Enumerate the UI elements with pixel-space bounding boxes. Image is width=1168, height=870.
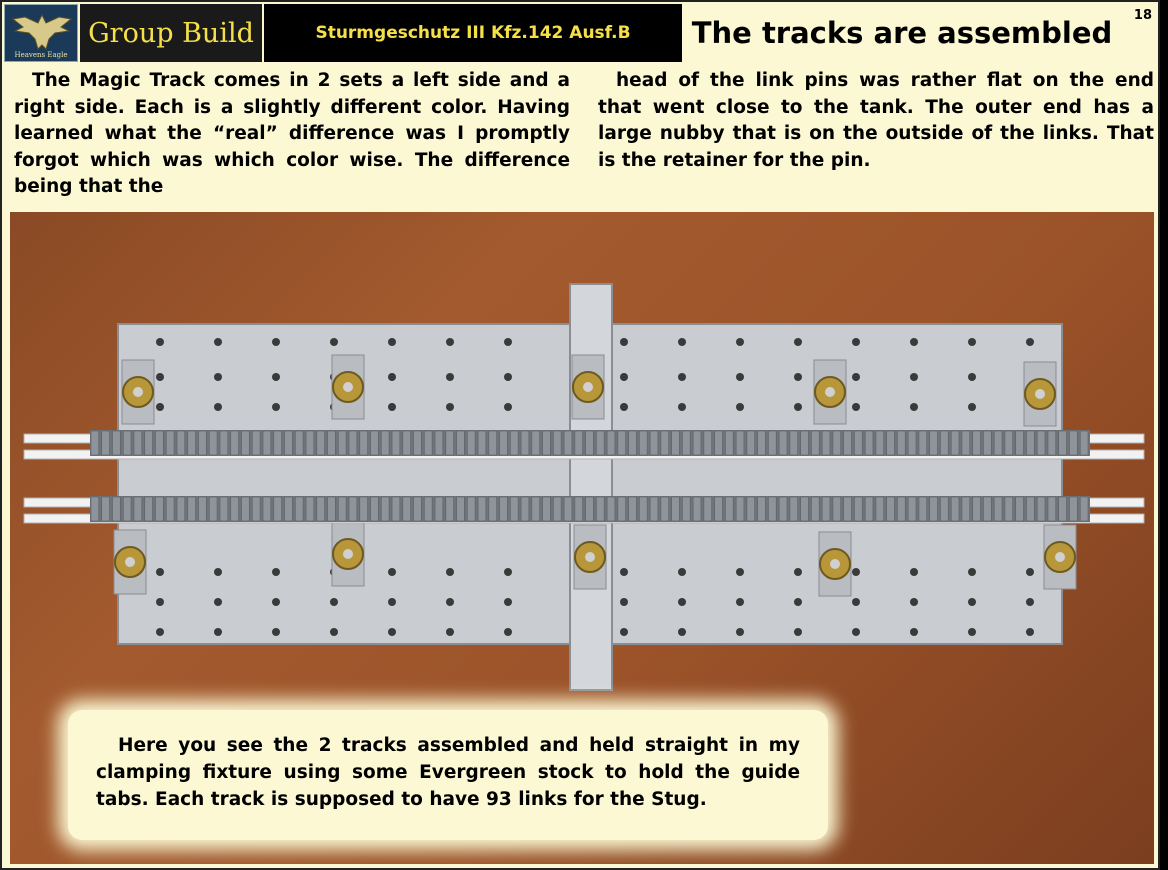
track-link — [564, 431, 572, 455]
track-link — [252, 431, 260, 455]
track-link — [338, 497, 346, 521]
track-link — [521, 431, 529, 455]
fixture-hole — [968, 628, 976, 636]
track-link — [317, 497, 325, 521]
track-link — [962, 431, 970, 455]
track-link — [478, 497, 486, 521]
track-link — [295, 497, 303, 521]
track-link — [790, 431, 798, 455]
fixture-hole — [1026, 338, 1034, 346]
fixture-hole — [388, 598, 396, 606]
track-link — [618, 431, 626, 455]
track-link — [532, 497, 540, 521]
track-link — [629, 431, 637, 455]
track-link — [758, 497, 766, 521]
track-link — [403, 431, 411, 455]
fixture-hole — [620, 338, 628, 346]
fixture-hole — [156, 338, 164, 346]
screw-center — [825, 387, 835, 397]
track-link — [768, 497, 776, 521]
track-link — [661, 431, 669, 455]
fixture-hole — [852, 338, 860, 346]
screw-center — [133, 387, 143, 397]
track-link — [1005, 431, 1013, 455]
track-link — [672, 497, 680, 521]
fixture-hole — [852, 373, 860, 381]
track-link — [403, 497, 411, 521]
track-link — [1037, 431, 1045, 455]
fixture-hole — [504, 628, 512, 636]
fixture-hole — [504, 598, 512, 606]
track-link — [478, 431, 486, 455]
track-link — [682, 497, 690, 521]
track-link — [231, 431, 239, 455]
track-link — [242, 431, 250, 455]
track-link — [306, 431, 314, 455]
track-link — [510, 431, 518, 455]
track-link — [994, 431, 1002, 455]
track-link — [876, 497, 884, 521]
track-link — [575, 497, 583, 521]
track-link — [779, 497, 787, 521]
track-link — [639, 431, 647, 455]
fixture-hole — [620, 628, 628, 636]
track-link — [349, 431, 357, 455]
track-link — [414, 431, 422, 455]
screw-center — [125, 557, 135, 567]
center-guide-bar — [570, 284, 612, 690]
track-link — [360, 431, 368, 455]
track-link — [263, 431, 271, 455]
track-link — [854, 497, 862, 521]
track-link — [790, 497, 798, 521]
track-link — [682, 431, 690, 455]
fixture-hole — [156, 403, 164, 411]
track-link — [715, 497, 723, 521]
track-link — [607, 431, 615, 455]
track-link — [381, 431, 389, 455]
track-link — [188, 431, 196, 455]
track-fixture-photo — [10, 212, 1154, 864]
fixture-hole — [272, 568, 280, 576]
screw-center — [343, 382, 353, 392]
track-link — [274, 431, 282, 455]
track-link — [586, 497, 594, 521]
track-link — [930, 497, 938, 521]
fixture-hole — [852, 403, 860, 411]
track-link — [371, 431, 379, 455]
track-link — [661, 497, 669, 521]
track-link — [91, 497, 99, 521]
track-link — [392, 497, 400, 521]
track-link — [102, 431, 110, 455]
fixture-hole — [214, 403, 222, 411]
track-link — [102, 497, 110, 521]
track-link — [392, 431, 400, 455]
header-bar — [2, 2, 1162, 64]
track-link — [220, 497, 228, 521]
fixture-hole — [446, 628, 454, 636]
track-link — [156, 431, 164, 455]
track-link — [166, 431, 174, 455]
track-link — [123, 497, 131, 521]
fixture-hole — [910, 373, 918, 381]
track-link — [521, 497, 529, 521]
fixture-hole — [214, 373, 222, 381]
track-link — [134, 431, 142, 455]
track-link — [199, 431, 207, 455]
track-link — [983, 431, 991, 455]
fixture-hole — [272, 338, 280, 346]
screw-center — [585, 552, 595, 562]
fixture-hole — [794, 598, 802, 606]
track-link — [973, 431, 981, 455]
track-link — [618, 497, 626, 521]
track-link — [1059, 497, 1067, 521]
track-lower — [90, 496, 1090, 522]
fixture-hole — [620, 568, 628, 576]
fixture-hole — [910, 628, 918, 636]
track-link — [811, 431, 819, 455]
track-link — [177, 497, 185, 521]
fixture-hole — [388, 628, 396, 636]
track-link — [242, 497, 250, 521]
fixture-hole — [736, 338, 744, 346]
fixture-hole — [330, 628, 338, 636]
fixture-hole — [678, 338, 686, 346]
fixture-hole — [794, 568, 802, 576]
track-link — [747, 497, 755, 521]
fixture-hole — [1026, 568, 1034, 576]
track-link — [231, 497, 239, 521]
screw-center — [1035, 389, 1045, 399]
track-link — [887, 431, 895, 455]
track-link — [887, 497, 895, 521]
fixture-hole — [620, 403, 628, 411]
track-link — [693, 431, 701, 455]
track-link — [865, 431, 873, 455]
track-link — [177, 431, 185, 455]
track-link — [360, 497, 368, 521]
track-link — [607, 497, 615, 521]
track-link — [1080, 431, 1088, 455]
track-link — [564, 497, 572, 521]
group-build-label: Group Build — [80, 4, 262, 62]
screw-center — [583, 382, 593, 392]
fixture-hole — [736, 403, 744, 411]
track-link — [844, 497, 852, 521]
eagle-logo — [4, 4, 78, 62]
track-link — [328, 431, 336, 455]
track-link — [1069, 431, 1077, 455]
track-link — [994, 497, 1002, 521]
track-link — [446, 431, 454, 455]
fixture-hole — [736, 568, 744, 576]
fixture-hole — [156, 373, 164, 381]
fixture-hole — [446, 568, 454, 576]
screw-center — [830, 559, 840, 569]
track-link — [435, 431, 443, 455]
track-link — [274, 497, 282, 521]
fixture-hole — [214, 628, 222, 636]
track-link — [338, 431, 346, 455]
track-link — [650, 431, 658, 455]
track-link — [328, 497, 336, 521]
track-link — [639, 497, 647, 521]
track-link — [1059, 431, 1067, 455]
photo-caption: Here you see the 2 tracks assembled and held straight in my clamping fixture using some Evergreen stock to hold the guide tabs. Each track is supposed to have 93 links for the Stug. — [68, 710, 828, 840]
fixture-hole — [794, 373, 802, 381]
track-link — [532, 431, 540, 455]
track-link — [930, 431, 938, 455]
track-link — [467, 431, 475, 455]
track-link — [371, 497, 379, 521]
fixture-hole — [330, 598, 338, 606]
track-link — [1016, 497, 1024, 521]
fixture-hole — [214, 568, 222, 576]
fixture-hole — [736, 598, 744, 606]
track-link — [317, 431, 325, 455]
track-link — [715, 431, 723, 455]
track-link — [252, 497, 260, 521]
track-link — [209, 431, 217, 455]
track-link — [596, 497, 604, 521]
track-link — [457, 431, 465, 455]
fixture-hole — [388, 373, 396, 381]
track-link — [295, 431, 303, 455]
fixture-hole — [968, 403, 976, 411]
fixture-hole — [794, 403, 802, 411]
fixture-hole — [330, 338, 338, 346]
track-link — [704, 431, 712, 455]
section-title: The tracks are assembled — [691, 16, 1113, 50]
fixture-hole — [214, 598, 222, 606]
track-link — [586, 431, 594, 455]
fixture-hole — [968, 373, 976, 381]
fixture-hole — [678, 403, 686, 411]
track-link — [811, 497, 819, 521]
fixture-hole — [910, 338, 918, 346]
track-link — [123, 431, 131, 455]
track-link — [285, 497, 293, 521]
track-link — [306, 497, 314, 521]
track-link — [500, 497, 508, 521]
fixture-hole — [388, 403, 396, 411]
track-link — [349, 497, 357, 521]
fixture-hole — [388, 338, 396, 346]
track-link — [134, 497, 142, 521]
track-link — [983, 497, 991, 521]
fixture-hole — [794, 628, 802, 636]
track-link — [553, 431, 561, 455]
track-link — [919, 497, 927, 521]
track-link — [1005, 497, 1013, 521]
track-link — [414, 497, 422, 521]
track-link — [833, 431, 841, 455]
track-link — [596, 431, 604, 455]
track-link — [1048, 431, 1056, 455]
track-link — [973, 497, 981, 521]
fixture-hole — [910, 403, 918, 411]
track-link — [962, 497, 970, 521]
track-link — [1069, 497, 1077, 521]
track-link — [908, 431, 916, 455]
track-link — [435, 497, 443, 521]
fixture-hole — [504, 338, 512, 346]
track-link — [156, 497, 164, 521]
fixture-hole — [156, 628, 164, 636]
screw-center — [343, 549, 353, 559]
track-link — [1048, 497, 1056, 521]
page-number: 18 — [1133, 8, 1152, 23]
track-link — [220, 431, 228, 455]
track-link — [629, 497, 637, 521]
screw-center — [1055, 552, 1065, 562]
track-link — [199, 497, 207, 521]
track-link — [822, 497, 830, 521]
track-link — [467, 497, 475, 521]
fixture-hole — [678, 628, 686, 636]
track-link — [758, 431, 766, 455]
track-link — [285, 431, 293, 455]
track-link — [801, 497, 809, 521]
track-link — [650, 497, 658, 521]
track-link — [897, 497, 905, 521]
track-link — [908, 497, 916, 521]
left-column-text: The Magic Track comes in 2 sets a left side and a right side. Each is a slightly different color. Having learned what the “real” difference was I promptly forgot which was which color wise. The difference being that the — [14, 70, 570, 197]
model-title: Sturmgeschutz III Kfz.142 Ausf.B — [264, 4, 682, 62]
track-link — [113, 431, 121, 455]
fixture-hole — [852, 568, 860, 576]
track-link — [951, 497, 959, 521]
track-link — [543, 497, 551, 521]
fixture-hole — [968, 568, 976, 576]
track-link — [145, 431, 153, 455]
track-link — [704, 497, 712, 521]
fixture-hole — [678, 598, 686, 606]
fixture-hole — [620, 373, 628, 381]
fixture-hole — [446, 598, 454, 606]
track-link — [145, 497, 153, 521]
fixture-hole — [736, 628, 744, 636]
right-column-text: head of the link pins was rather flat on the end that went close to the tank. The outer end has a large nubby that is on the outside of the links. That is the retainer for the pin. — [598, 70, 1154, 171]
fixture-hole — [968, 338, 976, 346]
track-link — [940, 497, 948, 521]
track-link — [844, 431, 852, 455]
fixture-hole — [504, 403, 512, 411]
track-link — [876, 431, 884, 455]
track-link — [113, 497, 121, 521]
fixture-hole — [968, 598, 976, 606]
track-link — [865, 497, 873, 521]
track-link — [725, 497, 733, 521]
track-link — [940, 431, 948, 455]
track-link — [489, 431, 497, 455]
track-link — [919, 431, 927, 455]
track-link — [672, 431, 680, 455]
track-link — [188, 497, 196, 521]
track-link — [736, 497, 744, 521]
track-link — [489, 497, 497, 521]
fixture-hole — [794, 338, 802, 346]
fixture-hole — [678, 568, 686, 576]
track-link — [1026, 497, 1034, 521]
fixture-hole — [736, 373, 744, 381]
fixture-hole — [272, 403, 280, 411]
fixture-hole — [446, 403, 454, 411]
fixture-hole — [504, 568, 512, 576]
track-link — [91, 431, 99, 455]
fixture-hole — [1026, 598, 1034, 606]
track-link — [510, 497, 518, 521]
track-link — [543, 431, 551, 455]
fixture-hole — [910, 568, 918, 576]
fixture-hole — [1026, 628, 1034, 636]
fixture-hole — [156, 598, 164, 606]
track-link — [768, 431, 776, 455]
fixture-hole — [446, 338, 454, 346]
track-link — [446, 497, 454, 521]
fixture-hole — [504, 373, 512, 381]
track-link — [1016, 431, 1024, 455]
track-link — [263, 497, 271, 521]
fixture-hole — [852, 598, 860, 606]
track-link — [424, 497, 432, 521]
fixture-hole — [156, 568, 164, 576]
track-link — [1026, 431, 1034, 455]
track-link — [457, 497, 465, 521]
track-link — [736, 431, 744, 455]
track-link — [424, 431, 432, 455]
track-link — [1037, 497, 1045, 521]
track-link — [822, 431, 830, 455]
track-link — [1080, 497, 1088, 521]
track-upper — [90, 430, 1090, 456]
track-link — [553, 497, 561, 521]
track-link — [725, 431, 733, 455]
fixture-hole — [388, 568, 396, 576]
track-link — [747, 431, 755, 455]
fixture-hole — [620, 598, 628, 606]
fixture-hole — [272, 598, 280, 606]
track-link — [833, 497, 841, 521]
track-link — [381, 497, 389, 521]
track-link — [854, 431, 862, 455]
track-link — [951, 431, 959, 455]
fixture-hole — [446, 373, 454, 381]
fixture-hole — [678, 373, 686, 381]
track-link — [779, 431, 787, 455]
track-link — [500, 431, 508, 455]
track-link — [209, 497, 217, 521]
track-link — [693, 497, 701, 521]
fixture-hole — [272, 628, 280, 636]
track-link — [897, 431, 905, 455]
fixture-hole — [852, 628, 860, 636]
track-link — [801, 431, 809, 455]
fixture-hole — [214, 338, 222, 346]
track-link — [166, 497, 174, 521]
track-link — [575, 431, 583, 455]
fixture-hole — [910, 598, 918, 606]
logo-text: Heavens Eagle — [14, 51, 68, 59]
fixture-hole — [272, 373, 280, 381]
